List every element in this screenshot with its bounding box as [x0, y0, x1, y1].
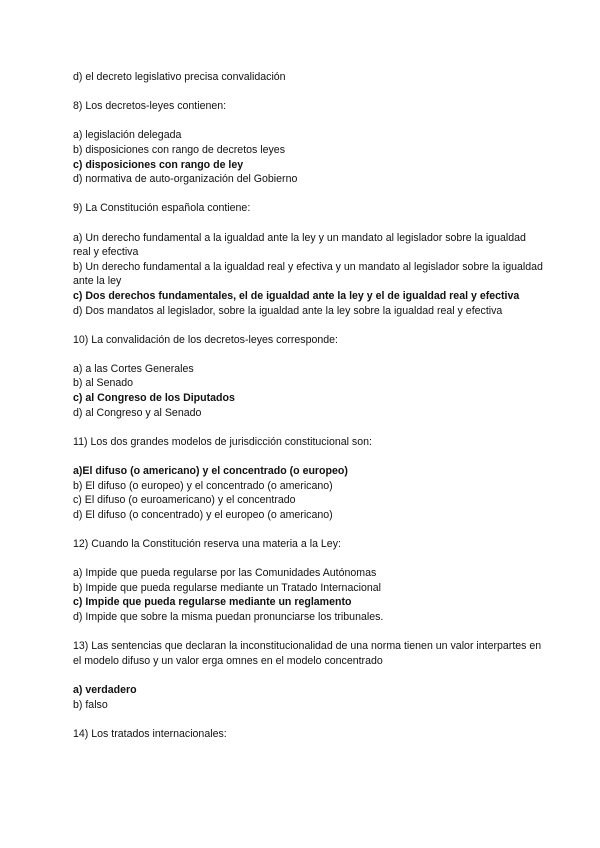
spacer [73, 318, 543, 333]
question-block-13 [73, 639, 543, 712]
option-a: a) legislación delegada [73, 129, 182, 142]
option-b: b) Un derecho fundamental a la igualdad real y efectiva y un mandato al legislador sobre la igualdad ante la ley [73, 260, 543, 288]
spacer [73, 449, 543, 464]
question-text: 13) Las sentencias que declaran la inconstitucionalidad de una norma tienen un valor interpartes en el modelo difuso y un valor erga omnes en el modelo concentrado [73, 640, 542, 667]
question-text: 9) La Constitución española contiene: [73, 202, 251, 215]
question-text: 12) Cuando la Constitución reserva una materia a la Ley: [73, 538, 341, 550]
spacer [73, 85, 543, 100]
option-c: c) El difuso (o euroamericano) y el concentrado [73, 494, 296, 507]
spacer [73, 347, 543, 362]
option-b: b) disposiciones con rango de decretos leyes [73, 143, 285, 156]
option-d: d) normativa de auto-organización del Gobierno [73, 173, 298, 186]
spacer [73, 420, 543, 435]
option-a: a) a las Cortes Generales [73, 362, 194, 375]
question-text: 8) Los decretos-leyes contienen: [73, 100, 227, 113]
option-b: b) al Senado [73, 377, 134, 390]
question-block-10 [73, 333, 543, 421]
spacer [73, 216, 543, 231]
option-a-correct: a)El difuso (o americano) y el concentrado (o europeo) [73, 465, 348, 478]
option-a: a) Impide que pueda regularse por las Comunidades Autónomas [73, 567, 377, 580]
option-d: d) Dos mandatos al legislador, sobre la igualdad ante la ley sobre la igualdad real y efectiva [73, 304, 503, 317]
option-c-correct: c) disposiciones con rango de ley [73, 158, 244, 171]
question-text: 11) Los dos grandes modelos de jurisdicción constitucional son: [73, 435, 372, 448]
spacer [73, 114, 543, 129]
question-block-11 [73, 435, 543, 523]
lead-answer: d) el decreto legislativo precisa convalidación [73, 71, 286, 83]
question-block-9 [73, 201, 543, 318]
spacer [73, 552, 543, 567]
option-b: b) Impide que pueda regularse mediante un Tratado Internacional [73, 581, 382, 594]
question-text: 10) La convalidación de los decretos-leyes corresponde: [73, 333, 338, 346]
question-block-8 [73, 99, 543, 187]
question-text: 14) Los tratados internacionales: [73, 727, 227, 740]
option-c-correct: c) Dos derechos fundamentales, el de igualdad ante la ley y el de igualdad real y efectiva [73, 289, 520, 302]
spacer [73, 522, 543, 537]
spacer [73, 187, 543, 202]
option-b: b) falso [73, 698, 108, 711]
spacer [73, 712, 543, 727]
option-d: d) El difuso (o concentrado) y el europeo (o americano) [73, 508, 333, 521]
question-block-14 [73, 727, 543, 742]
option-b: b) El difuso (o europeo) y el concentrado (o americano) [73, 479, 333, 492]
option-a-correct: a) verdadero [73, 683, 137, 696]
option-a: a) Un derecho fundamental a la igualdad ante la ley y un mandato al legislador sobre la igualdad real y efectiva [73, 231, 526, 259]
option-c-correct: c) Impide que pueda regularse mediante un reglamento [73, 596, 352, 609]
option-d: d) al Congreso y al Senado [73, 406, 202, 419]
spacer [73, 668, 543, 683]
option-c-correct: c) al Congreso de los Diputados [73, 392, 235, 405]
question-block-12 [73, 537, 543, 625]
option-d: d) Impide que sobre la misma puedan pronunciarse los tribunales. [73, 610, 384, 623]
spacer [73, 625, 543, 640]
document-page [73, 70, 543, 741]
